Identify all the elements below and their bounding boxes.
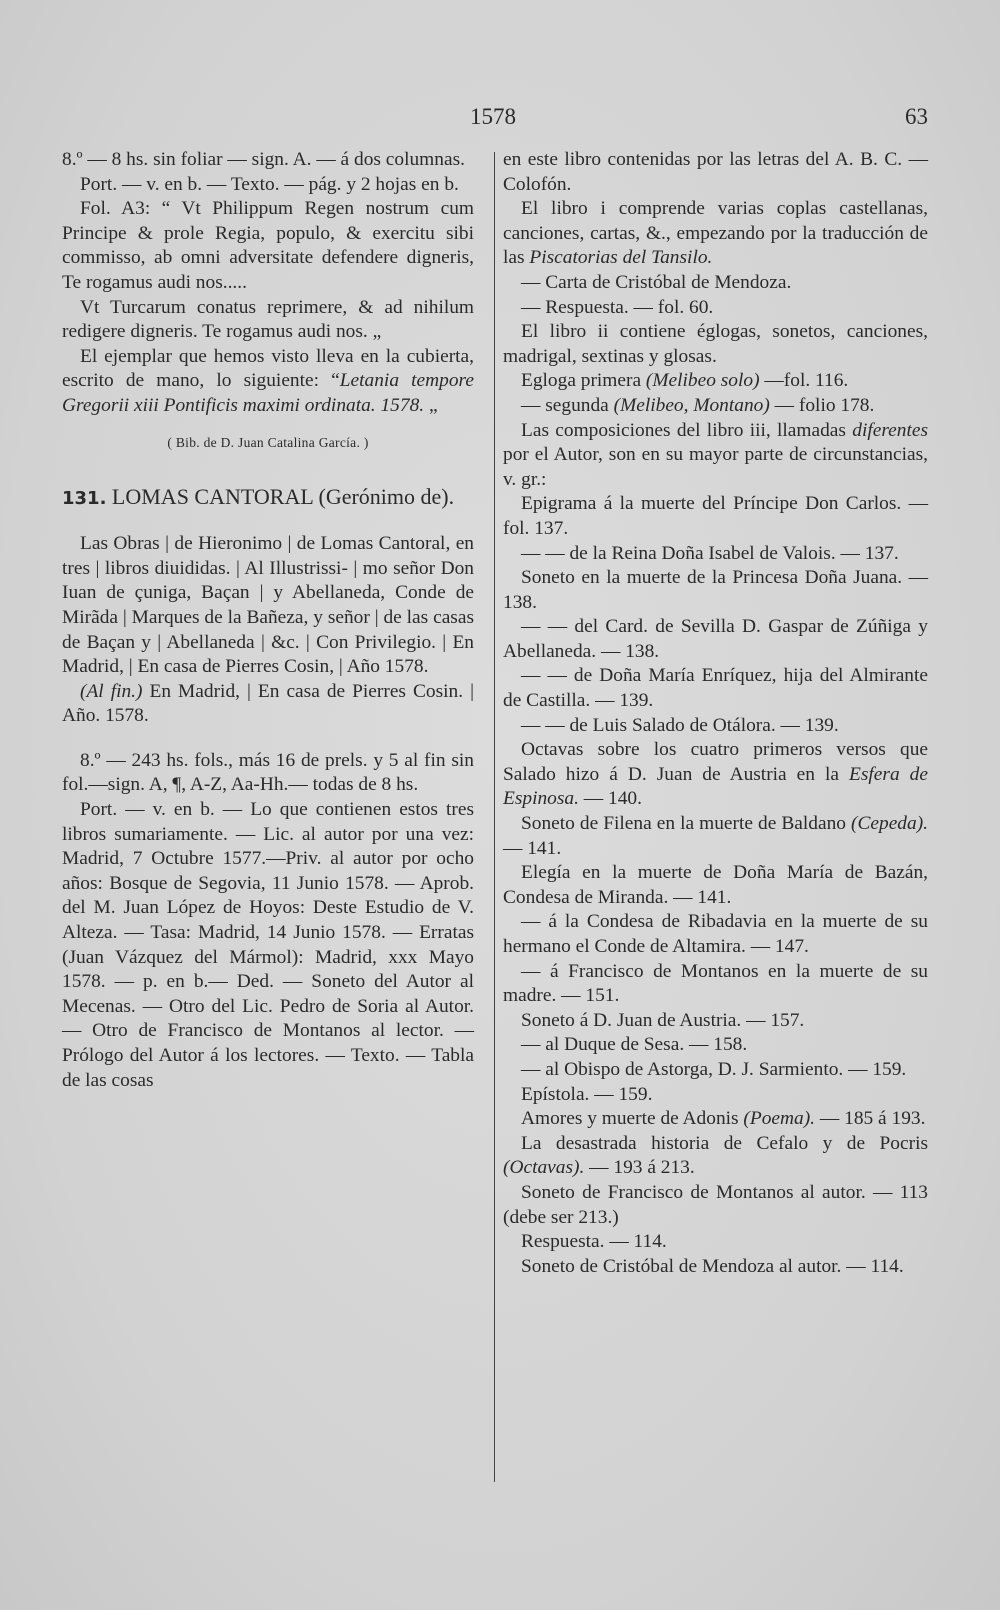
contents-line [503, 271, 928, 296]
line-text: — folio 178. [769, 394, 875, 416]
contents-line [503, 910, 928, 959]
line-text: — — de la Reina Doña Isabel de Valois. — 137. [521, 542, 899, 564]
line-text: Soneto á D. Juan de Austria. — 157. [521, 1009, 805, 1031]
colophon-label: (Al fin.) [80, 680, 143, 702]
contents-line [503, 394, 928, 419]
contents-line [503, 296, 928, 321]
copy-note-close: „ [424, 394, 438, 416]
italic-title: diferentes [852, 419, 928, 441]
contents-line [503, 1255, 928, 1280]
contents-line [503, 861, 928, 910]
line-text: El libro i comprende varias coplas castellanas, canciones, cartas, &., empezando por la traducción de las [503, 198, 928, 269]
contents-line [503, 1107, 928, 1132]
line-text: — á la Condesa de Ribadavia en la muerte de su hermano el Conde de Altamira. — 147. [503, 911, 928, 957]
page-header [0, 104, 1000, 134]
right-column [503, 148, 928, 1279]
colophon [62, 680, 474, 729]
copy-note-text: El ejemplar que hemos visto lleva en la cubierta, escrito de mano, lo siguiente: “ [62, 345, 474, 392]
contents-line [503, 1009, 928, 1034]
line-text: — Respuesta. — fol. 60. [521, 296, 714, 318]
contents-line [503, 369, 928, 394]
contents-line [503, 738, 928, 812]
contents-line [503, 566, 928, 615]
italic-title: Esfera de Espinosa. [503, 763, 928, 810]
contents-line [503, 542, 928, 567]
line-text: — al Obispo de Astorga, D. J. Sarmiento. — 159. [521, 1058, 907, 1080]
page-number: 63 [905, 104, 928, 129]
contents-line [503, 960, 928, 1009]
line-text: Soneto de Francisco de Montanos al autor. — 113 (debe ser 213.) [503, 1181, 928, 1228]
line-text: Amores y muerte de Adonis [521, 1108, 744, 1130]
line-text: — — del Card. de Sevilla D. Gaspar de Zúñiga y Abellaneda. — 138. [503, 616, 928, 662]
line-text: — á Francisco de Montanos en la muerte de su madre. — 151. [503, 960, 928, 1007]
line-text: — segunda [521, 394, 614, 416]
entry-title: LOMAS CANTORAL (Gerónimo de). [111, 484, 455, 510]
quote-line-2: Vt Turcarum conatus reprimere, & ad nihilum redigere digneris. Te rogamus audi nos. „ [62, 296, 474, 343]
line-text: Elegía en la muerte de Doña María de Bazán, Condesa de Miranda. — 141. [503, 862, 928, 908]
contents-line [503, 148, 928, 197]
line-text: Octavas sobre los cuatro primeros versos que Salado hizo á D. Juan de Austria en la [503, 739, 928, 785]
physical-description: 8.º — 243 hs. fols., más 16 de prels. y 5 al fin sin fol.—sign. A, ¶, A-Z, Aa-Hh.— todas de 8 hs. [62, 749, 474, 796]
line-text: por el Autor, son en su mayor parte de circunstancias, v. gr.: [503, 444, 928, 490]
column-divider [494, 152, 495, 1482]
source-note: ( Bib. de D. Juan Catalina García. ) [167, 434, 369, 450]
format-line: 8.º — 8 hs. sin foliar — sign. A. — á dos columnas. [62, 149, 465, 170]
italic-title: Piscatorias del Tansilo. [529, 247, 713, 269]
italic-title: (Poema). [743, 1108, 816, 1130]
quote-line: Fol. A3: “ Vt Philippum Regen nostrum cum Principe & prole Regia, populo, & exercitu sibi commisso, ab omni adversitate defendere digneris, Te rogamus audi nos..... [62, 198, 474, 293]
line-text: — — de Luis Salado de Otálora. — 139. [521, 714, 839, 736]
line-text: Soneto de Cristóbal de Mendoza al autor. — 114. [521, 1255, 904, 1277]
contents-line [503, 1083, 928, 1108]
line-text: Soneto de Filena en la muerte de Baldano [521, 813, 851, 835]
line-text: La desastrada historia de Cefalo y de Pocris [521, 1132, 928, 1154]
contents-line [503, 1132, 928, 1181]
contents-line [503, 320, 928, 369]
italic-title: (Cepeda). [851, 813, 928, 835]
line-text: Las composiciones del libro iii, llamadas [521, 419, 853, 441]
line-text: — 193 á 213. [584, 1157, 695, 1179]
line-text: — Carta de Cristóbal de Mendoza. [521, 271, 792, 293]
title-transcription: Las Obras | de Hieronimo | de Lomas Cantoral, en tres | libros diuididas. | Al Illustrissi- | mo señor Don Iuan de çuniga, Baçan | y Abellaneda, Conde de Mirãda | Marques de la Bañeza, y señor | de las casas de Baçan y | Abellaneda | &c. | Con Privilegio. | En Madrid, | En casa de Pierres Cosin, | Año 1578. [62, 533, 474, 678]
contents-line [503, 664, 928, 713]
copy-note [62, 345, 474, 419]
contents-line [503, 1181, 928, 1230]
entry-heading [62, 483, 474, 512]
contents-description: Port. — v. en b. — Lo que contienen estos tres libros sumariamente. — Lic. al autor por una vez: Madrid, 7 Octubre 1577.—Priv. al autor por ocho años: Bosque de Segovia, 11 Junio 1578. — Aprob. del M. Juan López de Hoyos: Deste Estudio de V. Alteza. — Tasa: Madrid, 14 Junio 1578. — Erratas (Juan Vázquez del Mármol): Madrid, xxx Mayo 1578. — p. en b.— Ded. — Soneto del Autor al Mecenas. — Otro del Lic. Pedro de Soria al Autor. — Otro de Francisco de Montanos al lector. — Prólogo del Autor á los lectores. — Texto. — Tabla de las cosas [62, 799, 474, 1091]
line-text: — 185 á 193. [815, 1108, 926, 1130]
line-text: — 141. [503, 837, 562, 859]
italic-title: (Melibeo, Montano) [613, 394, 770, 416]
copy-note-title: Letania tempore Gregorii xiii Pontificis maximi ordinata. 1578. [62, 370, 474, 416]
contents-line [503, 197, 928, 271]
contents-line [503, 492, 928, 541]
contents-line [503, 714, 928, 739]
line-text: Respuesta. — 114. [521, 1231, 667, 1253]
line-text: — al Duque de Sesa. — 158. [521, 1034, 748, 1056]
line-text: Epigrama á la muerte del Príncipe Don Carlos. — fol. 137. [503, 493, 928, 539]
colophon-text: En Madrid, | En casa de Pierres Cosin. | Año. 1578. [62, 680, 474, 727]
italic-title: (Octavas). [503, 1157, 585, 1179]
entry-number: 131. [62, 488, 107, 510]
contents-line [503, 1033, 928, 1058]
running-head-year: 1578 [470, 104, 516, 129]
contents-line [503, 1058, 928, 1083]
left-column [62, 148, 474, 1093]
line-text: Egloga primera [521, 370, 646, 392]
port-line: Port. — v. en b. — Texto. — pág. y 2 hojas en b. [80, 173, 459, 195]
line-text: El libro ii contiene églogas, sonetos, canciones, madrigal, sextinas y glosas. [503, 321, 928, 367]
contents-line [503, 615, 928, 664]
line-text: — — de Doña María Enríquez, hija del Almirante de Castilla. — 139. [503, 665, 928, 712]
italic-title: (Melibeo solo) [645, 370, 760, 392]
contents-line [503, 419, 928, 493]
contents-line [503, 812, 928, 861]
line-text: —fol. 116. [759, 370, 849, 392]
line-text: — 140. [578, 788, 642, 810]
line-text: Soneto en la muerte de la Princesa Doña Juana. — 138. [503, 567, 928, 613]
contents-line [503, 1230, 928, 1255]
line-text: Epístola. — 159. [521, 1083, 653, 1105]
line-text: en este libro contenidas por las letras del A. B. C. — Colofón. [503, 149, 928, 195]
